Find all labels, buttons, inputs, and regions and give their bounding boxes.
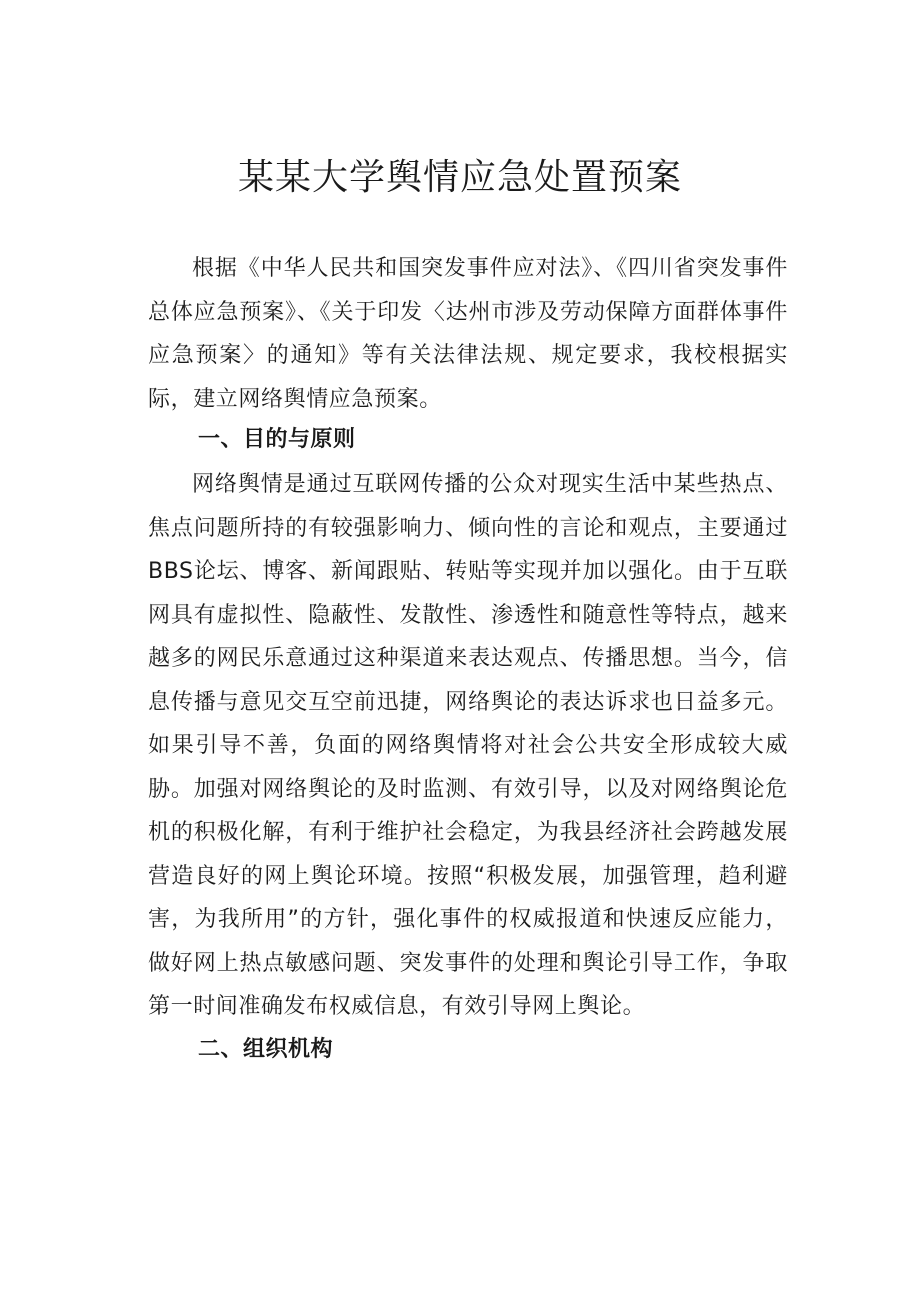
section-heading-purpose: 一、目的与原则 <box>198 427 356 452</box>
section-heading-organization: 二、组织机构 <box>198 1037 334 1062</box>
section-body-purpose: 网络舆情是通过互联网传播的公众对现实生活中某些热点、焦点问题所持的有较强影响力、倾向性的言论和观点，主要通过BBS论坛、博客、新闻跟贴、转贴等实现并加以强化。由于互联网具有虚拟性、隐蔽性、发散性、渗透性和随意性等特点，越来越多的网民乐意通过这种渠道来表达观点、传播思想。当今，信息传播与意见交互空前迅捷，网络舆论的表达诉求也日益多元。如果引导不善，负面的网络舆情将对社会公共安全形成较大威胁。加强对网络舆论的及时监测、有效引导，以及对网络舆论危机的积极化解，有利于维护社会稳定，为我县经济社会跨越发展营造良好的网上舆论环境。按照“积极发展，加强管理，趋利避害，为我所用”的方针，强化事件的权威报道和快速反应能力，做好网上热点敏感问题、突发事件的处理和舆论引导工作，争取第一时间准确发布权威信息，有效引导网上舆论。 <box>148 472 788 1019</box>
intro-paragraph: 根据《中华人民共和国突发事件应对法》、《四川省突发事件总体应急预案》、《关于印发〈达州市涉及劳动保障方面群体事件应急预案〉的通知》等有关法律法规、规定要求，我校根据实际，建立网络舆情应急预案。 <box>148 256 788 412</box>
document-title: 某某大学舆情应急处置预案 <box>237 157 682 198</box>
